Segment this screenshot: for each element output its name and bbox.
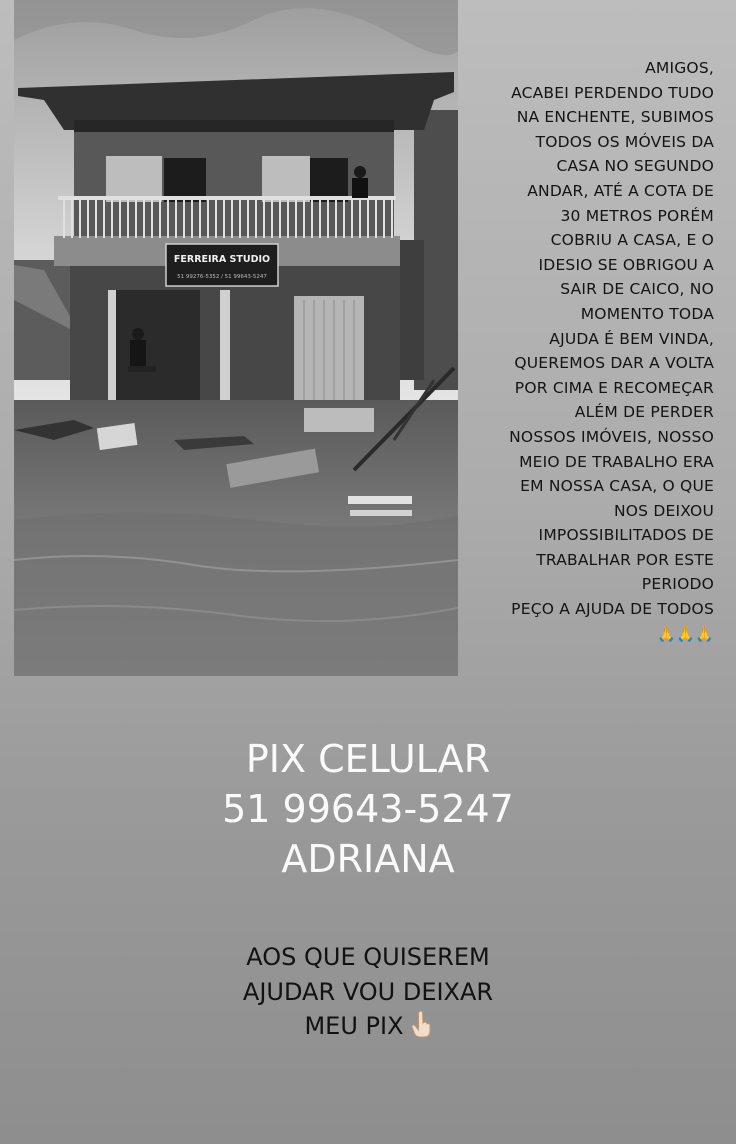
story-line: PEÇO A AJUDA DE TODOS [511, 600, 714, 619]
story-line: QUEREMOS DAR A VOLTA [514, 354, 714, 373]
story-line: NOSSOS IMÓVEIS, NOSSO [509, 427, 714, 446]
pix-phone-number: 51 99643-5247 [222, 787, 514, 831]
story-line: TRABALHAR POR ESTE [536, 550, 714, 569]
story-line: ANDAR, ATÉ A COTA DE [527, 181, 714, 200]
story-line: EM NOSSA CASA, O QUE [520, 477, 714, 496]
help-line-2: AJUDAR VOU DEIXAR [242, 977, 494, 1006]
story-line: AJUDA É BEM VINDA, [549, 329, 714, 348]
help-line-3: MEU PIX [304, 1012, 404, 1040]
shop-sign-subtext: 51 99276-5352 / 51 99643-5247 [177, 274, 267, 280]
story-line: ACABEI PERDENDO TUDO [511, 83, 714, 102]
story-line: NA ENCHENTE, SUBIMOS [516, 108, 714, 127]
story-line: MOMENTO TODA [580, 304, 714, 323]
pix-label: PIX CELULAR [245, 737, 491, 781]
help-line-1: AOS QUE QUISEREM [246, 943, 490, 971]
story-line: POR CIMA E RECOMEÇAR [514, 378, 714, 397]
story-line: AMIGOS, [645, 59, 714, 77]
story-line: IMPOSSIBILITADOS DE [538, 526, 714, 545]
story-line: IDESIO SE OBRIGOU A [538, 255, 714, 274]
story-line: ALÉM DE PERDER [574, 403, 714, 422]
story-text-block [470, 56, 714, 646]
story-line: PERIODO [641, 575, 714, 594]
story-line: TODOS OS MÓVEIS DA [535, 132, 714, 151]
help-message [0, 940, 736, 1044]
pix-recipient-name: ADRIANA [281, 837, 455, 881]
story-line: 30 METROS PORÉM [560, 206, 714, 225]
help-line-3-wrap [0, 1009, 736, 1044]
praying-hands-icon: 🙏🙏🙏 [657, 624, 714, 643]
story-line: SAIR DE CAICO, NO [560, 280, 714, 299]
story-line: NOS DEIXOU [613, 501, 714, 520]
story-line: MEIO DE TRABALHO ERA [519, 452, 714, 471]
shop-sign-text: FERREIRA STUDIO [173, 254, 271, 265]
pointing-up-hand-icon [410, 1010, 432, 1038]
story-line: COBRIU A CASA, E O [550, 231, 714, 250]
photo-illustration [14, 0, 458, 676]
story-line: CASA NO SEGUNDO [556, 157, 714, 176]
flooded-house-photo [14, 0, 458, 676]
